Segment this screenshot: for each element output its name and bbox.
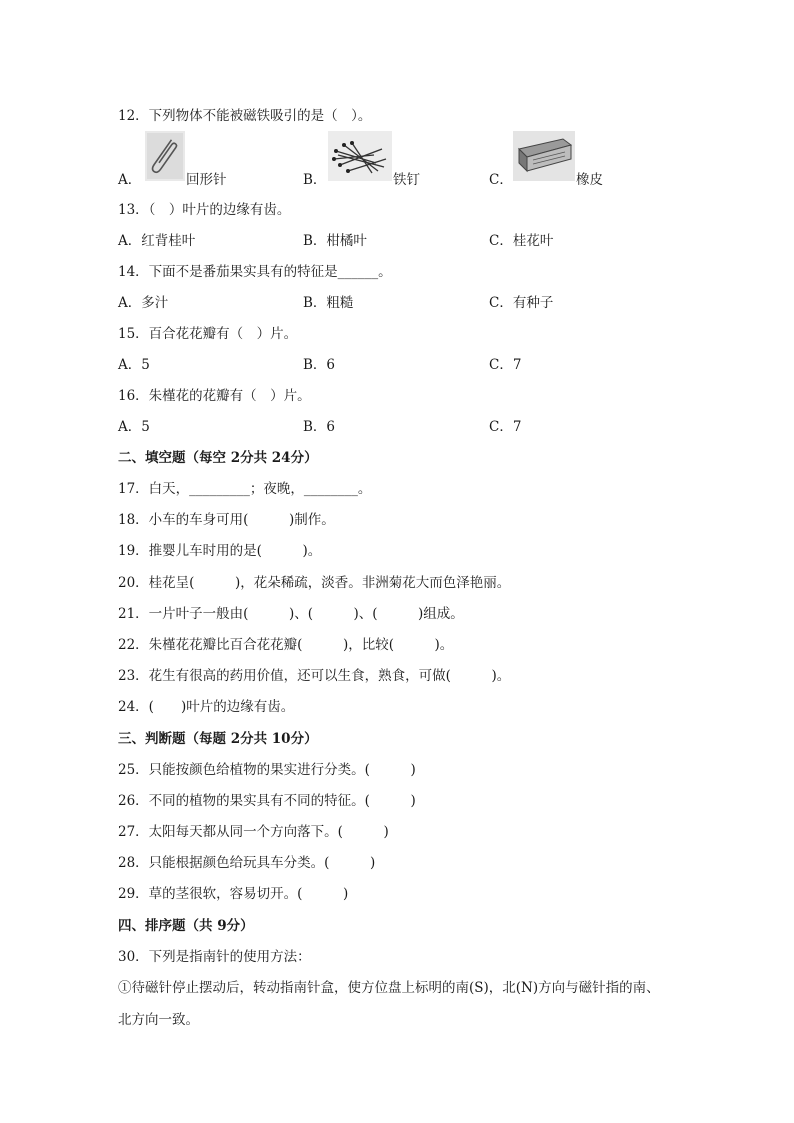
question-19: 19．推婴儿车时用的是( )。 [118, 543, 322, 559]
question-18: 18．小车的车身可用( )制作。 [118, 512, 335, 528]
question-23: 23．花生有很高的药用价值，还可以生食，熟食，可做( )。 [118, 668, 511, 684]
question-20: 20．桂花呈( )，花朵稀疏，淡香。非洲菊花大而色泽艳丽。 [118, 575, 511, 591]
q16-option-c: C．7 [489, 419, 522, 435]
question-28: 28．只能根据颜色给玩具车分类。( ) [118, 855, 376, 871]
question-30-step-1-line-1: ①待磁针停止摆动后，转动指南针盒，使方位盘上标明的南(S)，北(N)方向与磁针指的南、 [118, 980, 660, 996]
q15-option-b: B．6 [303, 357, 336, 373]
paperclip-image [145, 131, 185, 181]
eraser-image [513, 131, 575, 181]
question-29: 29．草的茎很软，容易切开。( ) [118, 886, 349, 902]
q12-option-a-prefix: A． [118, 172, 142, 188]
q12-option-a-label: 回形针 [186, 172, 227, 188]
q12-option-c-label: 橡皮 [576, 172, 603, 188]
section-4-heading: 四、排序题（共 9分） [118, 918, 254, 934]
question-15-stem: 15．百合花花瓣有（ ）片。 [118, 326, 298, 342]
q12-option-c-prefix: C． [489, 172, 513, 188]
question-13-stem: 13．（ ）叶片的边缘有齿。 [118, 202, 291, 218]
question-17: 17．白天，_________；夜晚，________。 [118, 481, 372, 497]
q15-option-a: A．5 [118, 357, 150, 373]
q12-option-b-label: 铁钉 [393, 172, 420, 188]
question-30-stem: 30．下列是指南针的使用方法： [118, 949, 311, 965]
iron-nails-image [328, 131, 392, 181]
question-21: 21．一片叶子一般由( )、( )、( )组成。 [118, 606, 464, 622]
q16-option-a: A．5 [118, 419, 150, 435]
section-3-heading: 三、判断题（每题 2分共 10分） [118, 731, 318, 747]
q13-option-c: C．桂花叶 [489, 233, 554, 249]
question-22: 22．朱槿花花瓣比百合花花瓣( )，比较( )。 [118, 637, 454, 653]
question-30-step-1-line-2: 北方向一致。 [118, 1012, 199, 1028]
q14-option-c: C．有种子 [489, 295, 554, 311]
q14-option-b: B．粗糙 [303, 295, 354, 311]
q16-option-b: B．6 [303, 419, 336, 435]
q13-option-a: A．红背桂叶 [118, 233, 196, 249]
q14-option-a: A．多汁 [118, 295, 169, 311]
question-12-stem: 12．下列物体不能被磁铁吸引的是（ ）。 [118, 108, 372, 124]
question-25: 25．只能按颜色给植物的果实进行分类。( ) [118, 762, 416, 778]
question-27: 27．太阳每天都从同一个方向落下。( ) [118, 824, 389, 840]
question-14-stem: 14．下面不是番茄果实具有的特征是______。 [118, 264, 392, 280]
question-26: 26．不同的植物的果实具有不同的特征。( ) [118, 793, 416, 809]
q12-option-b-prefix: B． [303, 172, 327, 188]
question-16-stem: 16．朱槿花的花瓣有（ ）片。 [118, 388, 311, 404]
q13-option-b: B．柑橘叶 [303, 233, 367, 249]
q15-option-c: C．7 [489, 357, 522, 373]
section-2-heading: 二、填空题（每空 2分共 24分） [118, 450, 318, 466]
question-24: 24．( )叶片的边缘有齿。 [118, 699, 295, 715]
